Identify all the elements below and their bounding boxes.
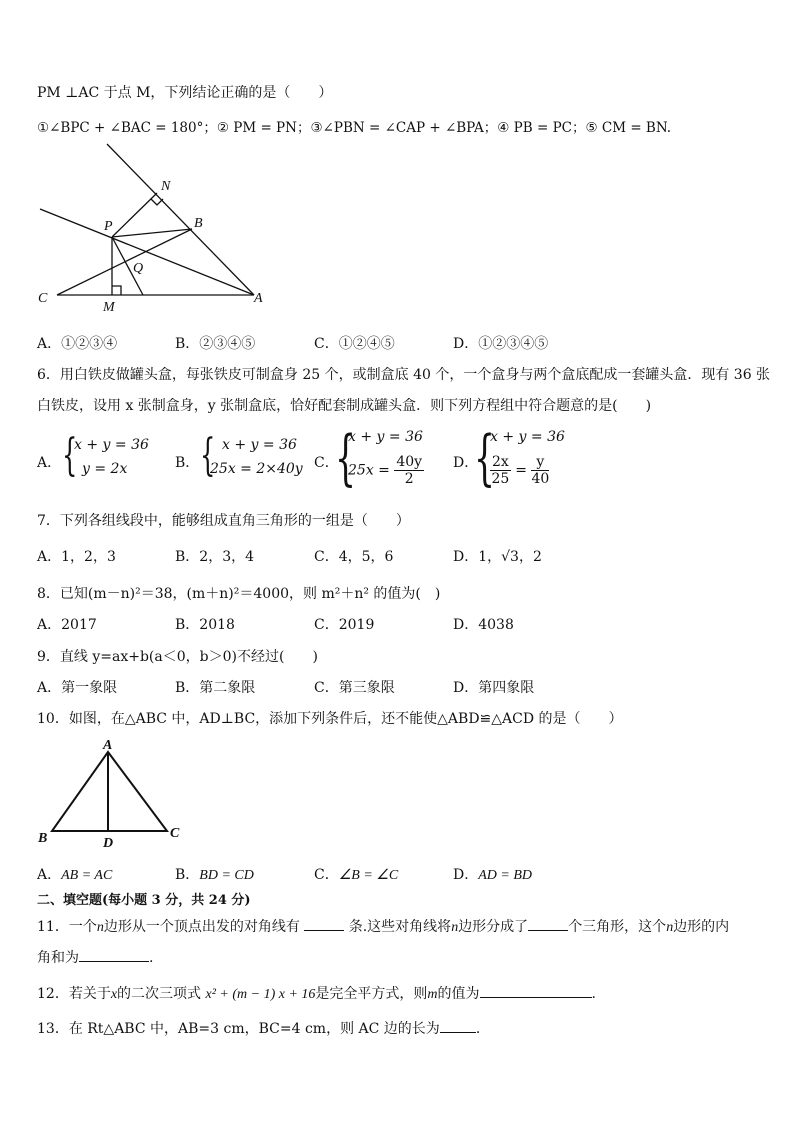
label-a: A bbox=[254, 291, 263, 306]
q12-blank-answer[interactable] bbox=[480, 983, 592, 998]
q5-option-d[interactable]: D．①②③④⑤ bbox=[453, 336, 549, 352]
line-p-a bbox=[40, 209, 254, 295]
q10-option-b[interactable]: B．BD = CD bbox=[175, 867, 254, 883]
q7-option-b[interactable]: B．2，3，4 bbox=[175, 549, 255, 565]
q5-option-a[interactable]: A．①②③④ bbox=[37, 336, 118, 352]
q11-blank-angle-sum[interactable] bbox=[79, 947, 149, 962]
q8-option-c[interactable]: C．2019 bbox=[314, 617, 375, 633]
q13-blank-answer[interactable] bbox=[440, 1018, 476, 1033]
q7-stem: 7．下列各组线段中，能够组成直角三角形的一组是（ ） bbox=[37, 513, 410, 529]
q9-option-c[interactable]: C．第三象限 bbox=[314, 680, 395, 696]
brace-icon: { bbox=[62, 430, 78, 481]
q9-option-d[interactable]: D．第四象限 bbox=[453, 680, 535, 696]
brace-icon: { bbox=[474, 423, 496, 493]
q5-option-b[interactable]: B．②③④⑤ bbox=[175, 336, 256, 352]
q13-line: 13．在 Rt△ABC 中，AB=3 cm，BC=4 cm，则 AC 边的长为 . bbox=[37, 1018, 480, 1038]
q8-option-b[interactable]: B．2018 bbox=[175, 617, 235, 633]
q8-stem: 8．已知(m－n)²＝38，(m＋n)²＝4000，则 m²＋n² 的值为( ) bbox=[37, 586, 441, 602]
q10-option-c[interactable]: C．∠B = ∠C bbox=[314, 867, 399, 883]
q7-option-a[interactable]: A．1，2，3 bbox=[37, 549, 116, 565]
label-b: B bbox=[38, 831, 48, 846]
triangle-abc bbox=[52, 752, 167, 831]
brace-icon: { bbox=[200, 430, 216, 481]
q6-stem-line1: 6．用白铁皮做罐头盒，每张铁皮可制盒身 25 个，或制盒底 40 个，一个盒身与两个盒底配成一套罐头盒．现有 36 张 bbox=[37, 367, 771, 383]
label-q: Q bbox=[133, 261, 144, 276]
q9-stem: 9．直线 y=ax+b(a＜0，b＞0)不经过( ) bbox=[37, 649, 318, 665]
label-c: C bbox=[170, 826, 180, 841]
label-m: M bbox=[103, 300, 115, 315]
q9-option-b[interactable]: B．第二象限 bbox=[175, 680, 256, 696]
q7-option-d[interactable]: D．1，√3，2 bbox=[453, 549, 542, 565]
section-heading: 二、填空题(每小题 3 分，共 24 分) bbox=[37, 893, 251, 908]
q6-stem-line2: 白铁皮，设用 x 张制盒身，y 张制盒底，恰好配套制成罐头盒．则下列方程组中符合题意的是( ) bbox=[37, 398, 652, 414]
right-angle-mark-n bbox=[151, 199, 163, 205]
q10-figure bbox=[35, 732, 195, 852]
q5-conclusions: ①∠BPC + ∠BAC = 180°；② PM = PN；③∠PBN = ∠CAP + ∠BPA；④ PB = PC；⑤ CM = BN. bbox=[37, 120, 672, 136]
q11-line1: 11．一个n边形从一个顶点出发的对角线有 条.这些对角线将n边形分成了 个三角形，这个n边形的内 bbox=[37, 916, 729, 936]
q8-option-d[interactable]: D．4038 bbox=[453, 617, 514, 633]
label-p: P bbox=[104, 219, 113, 234]
label-n: N bbox=[161, 179, 171, 194]
q10-option-a[interactable]: A．AB = AC bbox=[37, 867, 113, 883]
label-d: D bbox=[103, 836, 114, 851]
label-b: B bbox=[194, 216, 203, 231]
q9-option-a[interactable]: A．第一象限 bbox=[37, 680, 118, 696]
segment-p-b bbox=[112, 229, 192, 237]
q8-option-a[interactable]: A．2017 bbox=[37, 617, 97, 633]
right-angle-mark-m bbox=[112, 286, 121, 295]
q5-option-c[interactable]: C．①②④⑤ bbox=[314, 336, 395, 352]
q10-stem: 10．如图，在△ABC 中，AD⊥BC，添加下列条件后，还不能使△ABD≌△ACD 的是（ ） bbox=[37, 711, 623, 727]
label-a: A bbox=[103, 738, 113, 753]
q12-line: 12．若关于x的二次三项式 x² + (m − 1) x + 16是完全平方式，则m的值为 . bbox=[37, 983, 596, 1003]
q11-line2: 角和为 . bbox=[37, 947, 153, 967]
label-c: C bbox=[38, 291, 48, 306]
brace-icon: { bbox=[335, 423, 357, 493]
q11-blank-diagonals[interactable] bbox=[304, 916, 344, 931]
q7-option-c[interactable]: C．4，5，6 bbox=[314, 549, 394, 565]
q10-option-d[interactable]: D．AD = BD bbox=[453, 867, 533, 883]
q5-figure bbox=[30, 140, 280, 315]
segment-p-n bbox=[112, 193, 157, 237]
q5-stem-line1: PM ⊥AC 于点 M，下列结论正确的是（ ） bbox=[37, 85, 333, 101]
q11-blank-triangles[interactable] bbox=[528, 916, 568, 931]
